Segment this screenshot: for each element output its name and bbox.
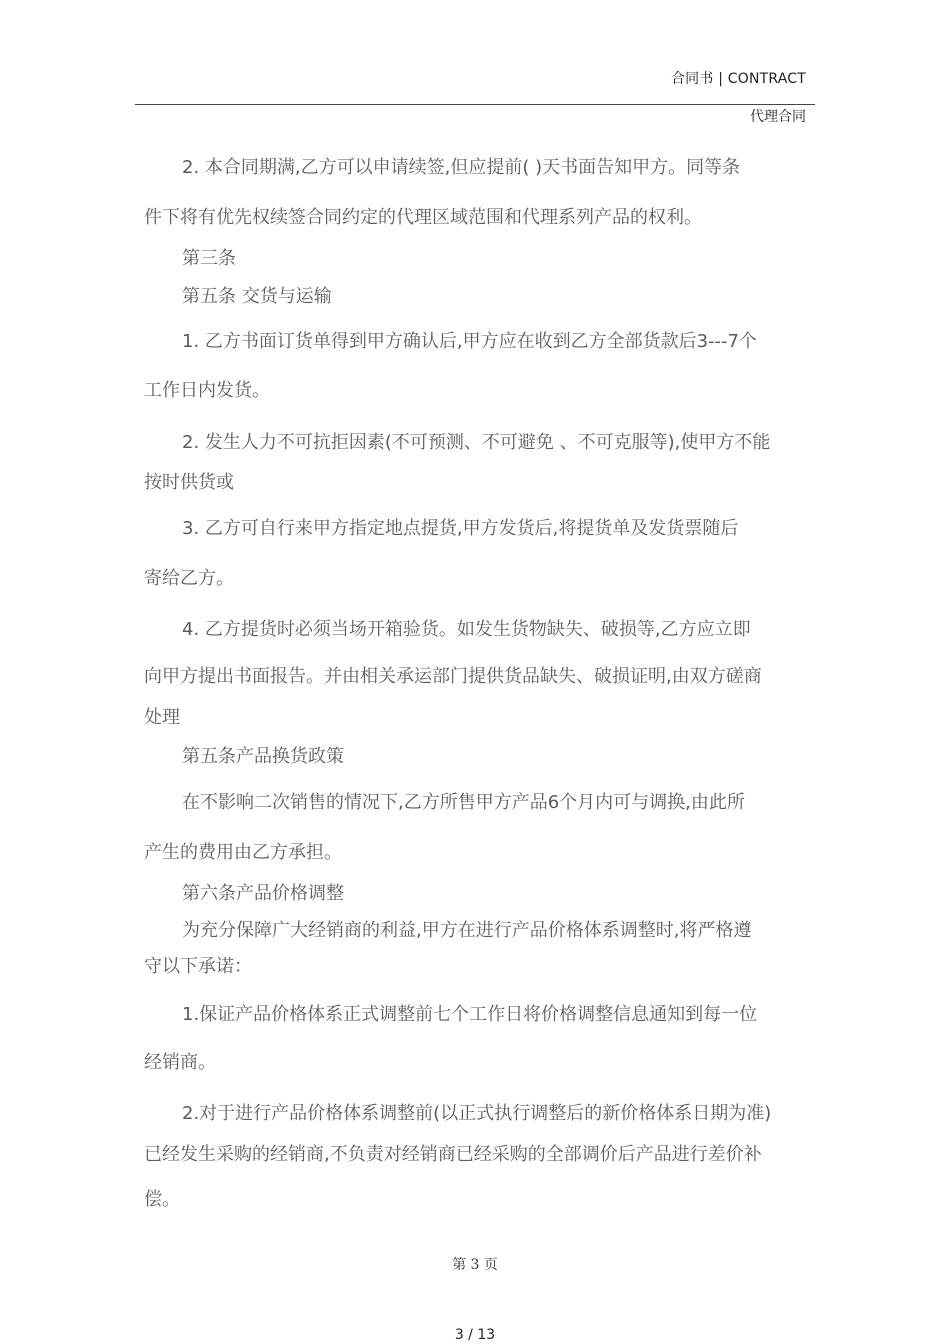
- article-heading: 第六条产品价格调整: [182, 883, 344, 904]
- paragraph-line: 偿。: [144, 1189, 180, 1210]
- paragraph-line: 件下将有优先权续签合同约定的代理区域范围和代理系列产品的权利。: [144, 207, 702, 228]
- paragraph-line: 在不影响二次销售的情况下,乙方所售甲方产品6个月内可与调换,由此所: [182, 792, 745, 813]
- paragraph-line: 经销商。: [144, 1052, 216, 1073]
- header-title: 合同书 | CONTRACT: [670, 71, 806, 87]
- paragraph-line: 已经发生采购的经销商,不负责对经销商已经采购的全部调价后产品进行差价补: [144, 1144, 762, 1165]
- article-heading: 第三条: [182, 248, 236, 269]
- paragraph-line: 向甲方提出书面报告。并由相关承运部门提供货品缺失、破损证明,由双方磋商: [144, 666, 762, 687]
- article-heading: 第五条 交货与运输: [182, 286, 332, 307]
- paragraph-line: 处理: [144, 707, 180, 728]
- paragraph-line: 1. 乙方书面订货单得到甲方确认后,甲方应在收到乙方全部货款后3---7个: [182, 331, 758, 352]
- paragraph-line: 寄给乙方。: [144, 568, 234, 589]
- header-rule: [135, 104, 815, 105]
- paragraph-line: 工作日内发货。: [144, 380, 270, 401]
- paragraph-line: 2. 发生人力不可抗拒因素(不可预测、不可避免 、不可克服等),使甲方不能: [182, 432, 771, 453]
- paragraph-line: 按时供货或: [144, 472, 234, 493]
- paragraph-line: 2. 本合同期满,乙方可以申请续签,但应提前( )天书面告知甲方。同等条: [182, 157, 741, 178]
- paragraph-line: 守以下承诺：: [144, 956, 252, 977]
- header-subtitle: 代理合同: [750, 109, 806, 125]
- paragraph-line: 4. 乙方提货时必须当场开箱验货。如发生货物缺失、破损等,乙方应立即: [182, 619, 751, 640]
- page-number: 第 3 页: [452, 1257, 498, 1273]
- paragraph-line: 产生的费用由乙方承担。: [144, 842, 342, 863]
- paragraph-line: 为充分保障广大经销商的利益,甲方在进行产品价格体系调整时,将严格遵: [182, 920, 752, 941]
- article-heading: 第五条产品换货政策: [182, 746, 344, 767]
- paragraph-line: 1.保证产品价格体系正式调整前七个工作日将价格调整信息通知到每一位: [182, 1004, 758, 1025]
- paragraph-line: 3. 乙方可自行来甲方指定地点提货,甲方发货后,将提货单及发货票随后: [182, 518, 739, 539]
- paragraph-line: 2.对于进行产品价格体系调整前(以正式执行调整后的新价格体系日期为准): [182, 1103, 772, 1124]
- page-counter: 3 / 13: [454, 1327, 496, 1343]
